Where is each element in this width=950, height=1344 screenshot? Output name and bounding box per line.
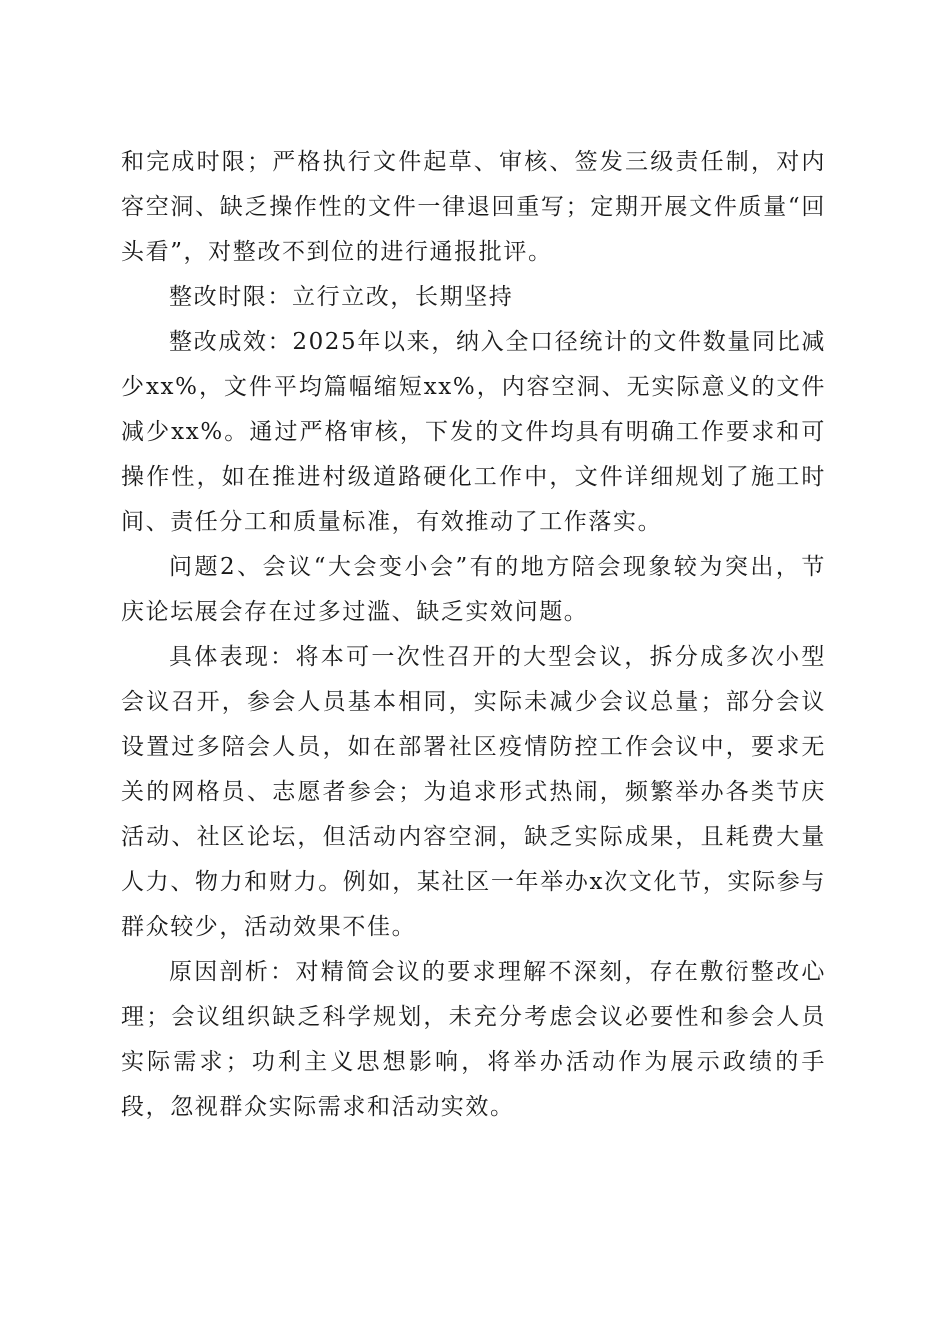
paragraph-rectification-deadline: 整改时限：立行立改，长期坚持 [169,284,514,310]
paragraph-issue-2-title: 问题2、会议“大会变小会”有的地方陪会现象较为突出，节庆论坛展会存在过多过滥、缺乏实效问题。 [121,554,826,625]
paragraph-rectification-results: 整改成效：2025年以来，纳入全口径统计的文件数量同比减少xx%，文件平均篇幅缩短xx%，内容空洞、无实际意义的文件减少xx%。通过严格审核，下发的文件均具有明确工作要求和可操作性，如在推进村级道路硬化工作中，文件详细规划了施工时间、责任分工和质量标准，有效推动了工作落实。 [121,329,826,535]
paragraph-continued-file-rules: 和完成时限；严格执行文件起草、审核、签发三级责任制，对内容空洞、缺乏操作性的文件一律退回重写；定期开展文件质量“回头看”，对整改不到位的进行通报批评。 [121,149,826,265]
paragraph-cause-analysis: 原因剖析：对精简会议的要求理解不深刻，存在敷衍整改心理；会议组织缺乏科学规划，未充分考虑会议必要性和参会人员实际需求；功利主义思想影响，将举办活动作为展示政绩的手段，忽视群众实际需求和活动实效。 [121,959,826,1120]
document-body [121,140,826,1130]
paragraph-specific-manifestations: 具体表现：将本可一次性召开的大型会议，拆分成多次小型会议召开，参会人员基本相同，实际未减少会议总量；部分会议设置过多陪会人员，如在部署社区疫情防控工作会议中，要求无关的网格员、志愿者参会；为追求形式热闹，频繁举办各类节庆活动、社区论坛，但活动内容空洞，缺乏实际成果，且耗费大量人力、物力和财力。例如，某社区一年举办x次文化节，实际参与群众较少，活动效果不佳。 [121,644,826,940]
